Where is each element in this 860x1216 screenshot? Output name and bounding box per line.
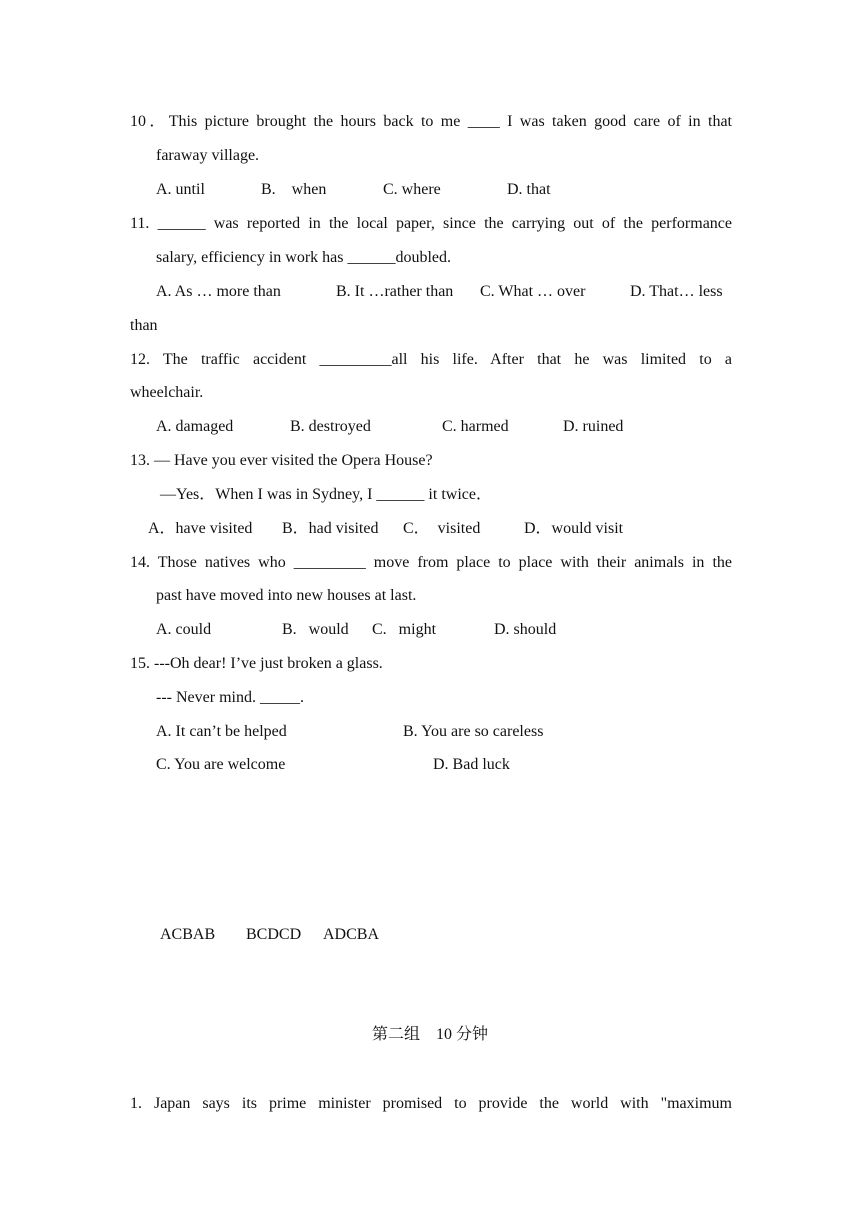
question-11-option-b: B. It …rather than: [336, 283, 454, 300]
question-13-option-a: A．have visited: [148, 520, 253, 537]
question-11-option-a: A. As … more than: [156, 283, 281, 300]
next-question-stem-line-1: 1. Japan says its prime minister promised to provide the world with "maximum: [130, 1095, 732, 1112]
question-11-option-c: C. What … over: [480, 283, 586, 300]
question-10-stem-line-2: faraway village.: [156, 147, 260, 164]
question-10-option-a: A. until: [156, 181, 205, 198]
question-15-stem-line-2: --- Never mind. _____.: [156, 689, 304, 706]
question-10-option-d: D. that: [507, 181, 551, 198]
question-11-option-d: D. That… less: [630, 283, 723, 300]
question-14-option-b: B. would: [282, 621, 349, 638]
question-15-option-b: B. You are so careless: [403, 723, 544, 740]
question-14-option-a: A. could: [156, 621, 212, 638]
question-10-option-b: B. when: [261, 181, 327, 198]
question-15-option-c: C. You are welcome: [156, 756, 286, 773]
question-11-stem-line-2: salary, efficiency in work has ______doubled.: [156, 249, 452, 266]
question-12-stem-line-1: 12. The traffic accident _________all his life. After that he was limited to a: [130, 351, 732, 368]
section-title: 第二组 10 分钟: [371, 1026, 488, 1043]
question-10-stem-line-1: 10．This picture brought the hours back to me ____ I was taken good care of in that: [130, 113, 732, 130]
question-13-stem-line-2: —Yes．When I was in Sydney, I ______ it twice．: [160, 486, 492, 503]
question-12-stem-line-2: wheelchair.: [130, 384, 204, 401]
question-14-option-d: D. should: [494, 621, 557, 638]
question-12-option-c: C. harmed: [442, 418, 509, 435]
question-12-option-a: A. damaged: [156, 418, 234, 435]
answer-key-group-2: BCDCD: [246, 926, 302, 943]
answer-key-group-3: ADCBA: [323, 926, 380, 943]
answer-key-group-1: ACBAB: [160, 926, 216, 943]
question-11-option-d-wrap: than: [130, 317, 158, 334]
question-14-stem-line-2: past have moved into new houses at last.: [156, 587, 417, 604]
question-13-option-c: C． visited: [403, 520, 481, 537]
question-13-stem-line-1: 13. — Have you ever visited the Opera House?: [130, 452, 433, 469]
question-13-option-b: B．had visited: [282, 520, 379, 537]
question-10-option-c: C. where: [383, 181, 441, 198]
question-14-stem-line-1: 14. Those natives who _________ move from place to place with their animals in the: [130, 554, 732, 571]
question-15-stem-line-1: 15. ---Oh dear! I’ve just broken a glass.: [130, 655, 383, 672]
question-12-option-b: B. destroyed: [290, 418, 371, 435]
question-13-option-d: D．would visit: [524, 520, 624, 537]
question-11-stem-line-1: 11. ______ was reported in the local paper, since the carrying out of the performance: [130, 215, 732, 232]
question-15-option-a: A. It can’t be helped: [156, 723, 287, 740]
question-15-option-d: D. Bad luck: [433, 756, 510, 773]
question-14-option-c: C. might: [372, 621, 437, 638]
question-12-option-d: D. ruined: [563, 418, 624, 435]
